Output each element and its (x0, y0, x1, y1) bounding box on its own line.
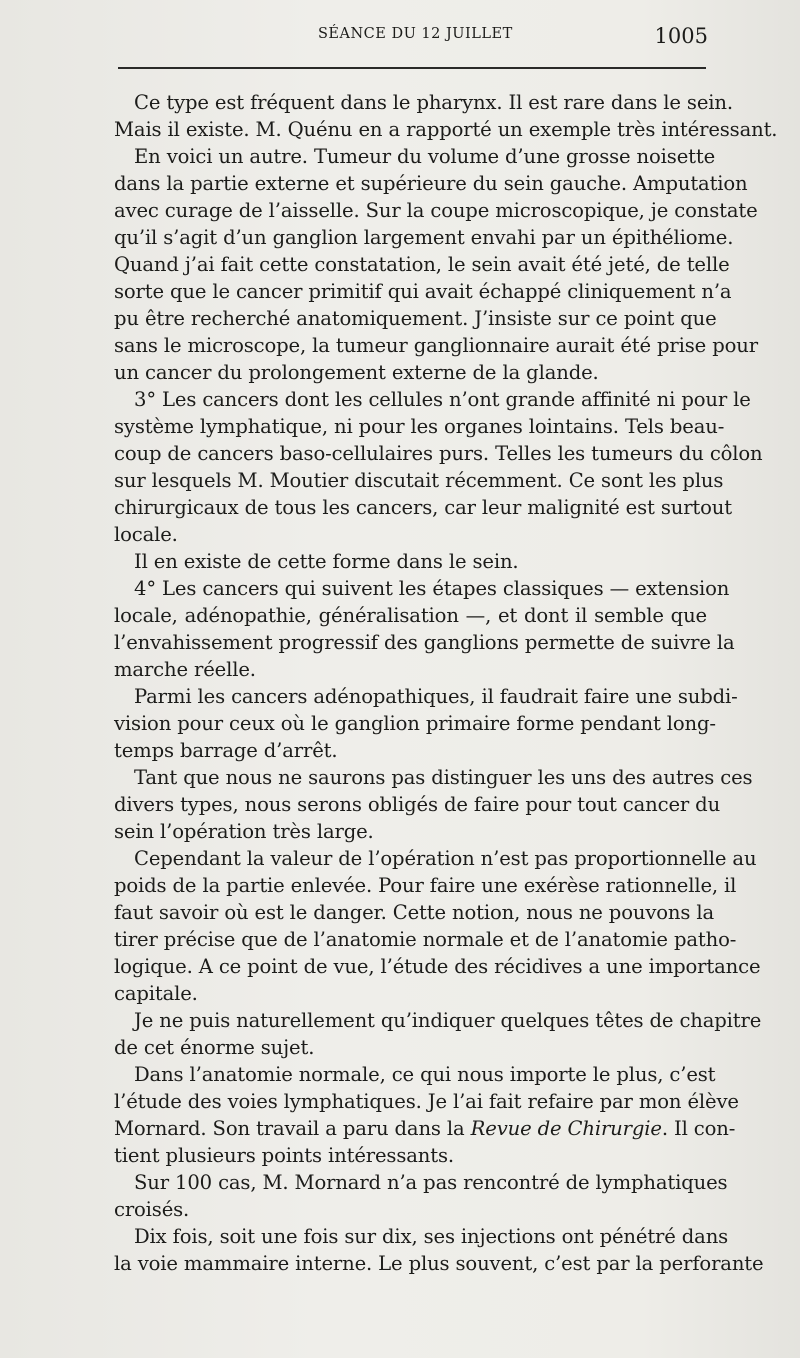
text-line: croisés. (114, 1198, 190, 1221)
text-line: un cancer du prolongement externe de la glande. (114, 361, 599, 384)
text-line: sur lesquels M. Moutier discutait récemment. Ce sont les plus (114, 469, 724, 492)
text-line: Mais il existe. M. Quénu en a rapporté un exemple très intéressant. (114, 118, 778, 141)
running-head: SÉANCE DU 12 JUILLET (318, 26, 513, 42)
text-line: qu’il s’agit d’un ganglion largement envahi par un épithéliome. (114, 226, 734, 249)
text-line: l’envahissement progressif des ganglions permette de suivre la (114, 631, 735, 654)
text-line: Quand j’ai fait cette constatation, le sein avait été jeté, de telle (114, 253, 730, 276)
text-line: de cet énorme sujet. (114, 1036, 315, 1059)
text-line: dans la partie externe et supérieure du sein gauche. Amputation (114, 172, 748, 195)
text-line: l’étude des voies lymphatiques. Je l’ai fait refaire par mon élève (114, 1090, 739, 1113)
text-segment: . Il con- (661, 1117, 736, 1140)
text-line-with-italic (114, 1115, 736, 1142)
text-line: tient plusieurs points intéressants. (114, 1144, 454, 1167)
page-header (116, 26, 708, 50)
text-line: faut savoir où est le danger. Cette notion, nous ne pouvons la (114, 901, 714, 924)
text-line: la voie mammaire interne. Le plus souvent, c’est par la perforante (114, 1252, 764, 1275)
text-line: poids de la partie enlevée. Pour faire une exérèse rationnelle, il (114, 874, 737, 897)
page-number: 1005 (654, 24, 708, 48)
text-line: temps barrage d’arrêt. (114, 739, 338, 762)
text-line: locale, adénopathie, généralisation —, et dont il semble que (114, 604, 707, 627)
text-line: divers types, nous serons obligés de faire pour tout cancer du (114, 793, 721, 816)
text-line: En voici un autre. Tumeur du volume d’une grosse noisette (134, 145, 716, 168)
text-line: locale. (114, 523, 178, 546)
text-line: logique. A ce point de vue, l’étude des récidives a une importance (114, 955, 761, 978)
text-line: Ce type est fréquent dans le pharynx. Il est rare dans le sein. (134, 91, 733, 114)
text-line: coup de cancers baso-cellulaires purs. Telles les tumeurs du côlon (114, 442, 763, 465)
header-rule (118, 67, 706, 69)
text-line: vision pour ceux où le ganglion primaire forme pendant long- (114, 712, 716, 735)
text-line: sein l’opération très large. (114, 820, 374, 843)
text-line: système lymphatique, ni pour les organes lointains. Tels beau- (114, 415, 725, 438)
text-line: pu être recherché anatomiquement. J’insiste sur ce point que (114, 307, 717, 330)
body-text (114, 89, 778, 1277)
text-line: marche réelle. (114, 658, 256, 681)
journal-title: Revue de Chirurgie (470, 1117, 662, 1140)
text-line: 3° Les cancers dont les cellules n’ont grande affinité ni pour le (134, 388, 751, 411)
text-line: Tant que nous ne saurons pas distinguer les uns des autres ces (134, 766, 753, 789)
text-line: Dix fois, soit une fois sur dix, ses injections ont pénétré dans (134, 1225, 729, 1248)
text-line: Parmi les cancers adénopathiques, il faudrait faire une subdi- (134, 685, 738, 708)
text-line: capitale. (114, 982, 198, 1005)
text-segment: Mornard. Son travail a paru dans la (114, 1117, 471, 1140)
text-line: avec curage de l’aisselle. Sur la coupe microscopique, je constate (114, 199, 758, 222)
text-line: Il en existe de cette forme dans le sein. (134, 550, 519, 573)
text-line: Sur 100 cas, M. Mornard n’a pas rencontré de lymphatiques (134, 1171, 728, 1194)
text-line: Je ne puis naturellement qu’indiquer quelques têtes de chapitre (134, 1009, 762, 1032)
text-line: tirer précise que de l’anatomie normale et de l’anatomie patho- (114, 928, 737, 951)
text-line: sans le microscope, la tumeur ganglionnaire aurait été prise pour (114, 334, 758, 357)
text-line: chirurgicaux de tous les cancers, car leur malignité est surtout (114, 496, 732, 519)
text-line: 4° Les cancers qui suivent les étapes classiques — extension (134, 577, 730, 600)
text-line: sorte que le cancer primitif qui avait échappé cliniquement n’a (114, 280, 732, 303)
text-line: Cependant la valeur de l’opération n’est pas proportionnelle au (134, 847, 757, 870)
text-line: Dans l’anatomie normale, ce qui nous importe le plus, c’est (134, 1063, 716, 1086)
